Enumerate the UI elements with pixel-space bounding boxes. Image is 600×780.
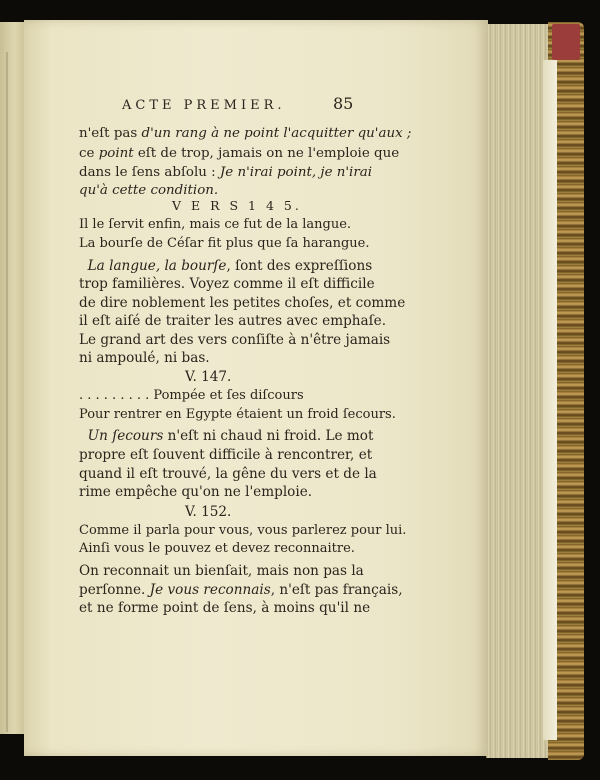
text-line: Le grand art des vers conſiſte à n'être jamais	[79, 332, 391, 348]
text-line: qu'à cette condition.	[79, 183, 219, 198]
text-line: dans le ſens abſolu : Je n'irai point, je n'irai	[79, 165, 373, 180]
verse-line: Ainſi vous le pouvez et devez reconnaitre.	[79, 541, 355, 556]
left-page-edge	[0, 22, 25, 734]
verse-line: Il le ſervit enfin, mais ce fut de la langue.	[79, 217, 352, 232]
text-line: La langue, la bourſe, ſont des expreſſions	[87, 258, 373, 274]
verse-heading: V E R S 1 4 5.	[172, 198, 302, 213]
text-line: ni ampoulé, ni bas.	[79, 350, 210, 366]
page-fold-line	[6, 52, 8, 732]
running-head: ACTE PREMIER.	[122, 98, 286, 113]
binding-label	[552, 24, 580, 60]
text-line: et ne forme point de ſens, à moins qu'il ne	[79, 600, 371, 616]
page-number: 85	[333, 94, 354, 113]
text-line: trop familières. Voyez comme il eſt difficile	[79, 276, 375, 292]
endpaper-leaf	[543, 60, 557, 740]
text-line: de dire noblement les petites choſes, et comme	[79, 295, 406, 311]
verse-heading: V. 152.	[185, 504, 232, 520]
text-line: ce point eſt de trop, jamais on ne l'emploie que	[79, 146, 400, 161]
verse-line: Comme il parla pour vous, vous parlerez pour lui.	[79, 523, 407, 538]
text-line: rime empêche qu'on ne l'emploie.	[79, 484, 313, 500]
text-line: On reconnait un bienſait, mais non pas la	[79, 563, 364, 579]
text-line: n'eſt pas d'un rang à ne point l'acquitter qu'aux ;	[79, 126, 412, 141]
text-line: propre eſt ſouvent difficile à rencontrer, et	[79, 447, 373, 463]
text-line: perſonne. Je vous reconnais, n'eſt pas français,	[79, 582, 403, 598]
verse-heading: V. 147.	[185, 369, 232, 385]
text-line: Un ſecours n'eſt ni chaud ni froid. Le mot	[87, 428, 374, 444]
text-line: il eſt aiſé de traiter les autres avec emphaſe.	[79, 313, 387, 329]
verse-line: La bourſe de Céſar fit plus que ſa harangue.	[79, 236, 370, 251]
book-page	[24, 20, 488, 756]
text-line: quand il eſt trouvé, la gêne du vers et de la	[79, 466, 377, 482]
verse-line: Pour rentrer en Egypte étaient un froid ſecours.	[79, 407, 396, 422]
verse-line: . . . . . . . . . Pompée et ſes diſcours	[79, 388, 304, 403]
page-stack-edge	[486, 24, 551, 758]
